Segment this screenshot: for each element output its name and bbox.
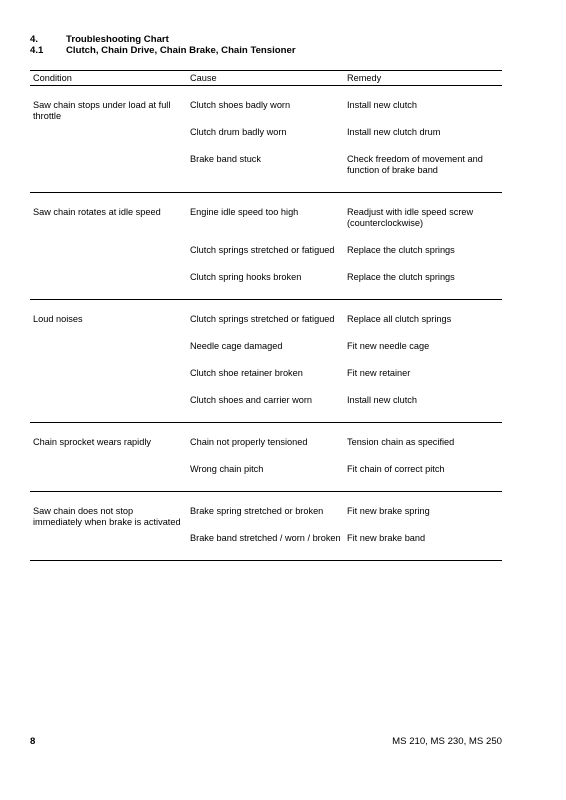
table-group bbox=[30, 423, 502, 492]
remedy-cell: Fit chain of correct pitch bbox=[347, 464, 445, 474]
header-remedy: Remedy bbox=[347, 72, 382, 83]
cause-cell: Brake band stuck bbox=[190, 154, 261, 164]
remedy-cell: Fit new brake band bbox=[347, 533, 426, 543]
table-row bbox=[187, 314, 502, 325]
cause-remedy-list bbox=[187, 207, 502, 299]
cause-cell: Clutch shoes and carrier worn bbox=[190, 395, 313, 405]
cause-cell: Needle cage damaged bbox=[190, 341, 283, 351]
remedy-cell: Check freedom of movement and function of brake band bbox=[347, 154, 483, 175]
condition-cell: Saw chain rotates at idle speed bbox=[33, 207, 161, 217]
cause-cell: Chain not properly tensioned bbox=[190, 437, 308, 447]
page-number: 8 bbox=[30, 736, 36, 747]
subsection-number: 4.1 bbox=[30, 45, 44, 56]
cause-remedy-list bbox=[187, 100, 502, 192]
table-header bbox=[30, 70, 502, 86]
subsection-heading bbox=[30, 45, 296, 56]
subsection-title: Clutch, Chain Drive, Chain Brake, Chain Tensioner bbox=[66, 45, 296, 56]
remedy-cell: Install new clutch bbox=[347, 395, 417, 405]
section-heading bbox=[30, 34, 169, 45]
table-row bbox=[187, 533, 502, 544]
table-row bbox=[187, 272, 502, 283]
table-row bbox=[187, 506, 502, 517]
table-row bbox=[187, 100, 502, 111]
cause-cell: Clutch shoe retainer broken bbox=[190, 368, 303, 378]
remedy-cell: Replace the clutch springs bbox=[347, 272, 455, 282]
cause-remedy-list bbox=[187, 314, 502, 422]
cause-cell: Clutch drum badly worn bbox=[190, 127, 287, 137]
cause-cell: Engine idle speed too high bbox=[190, 207, 299, 217]
remedy-cell: Replace the clutch springs bbox=[347, 245, 455, 255]
table-row bbox=[187, 154, 502, 176]
table-group bbox=[30, 300, 502, 423]
table-group bbox=[30, 86, 502, 193]
table-row bbox=[187, 368, 502, 379]
troubleshooting-table bbox=[30, 70, 502, 561]
condition-cell: Saw chain does not stop immediately when brake is activated bbox=[33, 506, 181, 527]
condition-cell: Chain sprocket wears rapidly bbox=[33, 437, 151, 447]
remedy-cell: Fit new needle cage bbox=[347, 341, 430, 351]
remedy-cell: Install new clutch bbox=[347, 100, 417, 110]
header-cause: Cause bbox=[190, 72, 217, 83]
section-title: Troubleshooting Chart bbox=[66, 34, 169, 45]
cause-remedy-list bbox=[187, 437, 502, 491]
cause-cell: Brake band stretched / worn / broken bbox=[190, 533, 341, 543]
cause-cell: Clutch springs stretched or fatigued bbox=[190, 245, 335, 255]
model-label: MS 210, MS 230, MS 250 bbox=[392, 736, 502, 747]
remedy-cell: Replace all clutch springs bbox=[347, 314, 452, 324]
remedy-cell: Tension chain as specified bbox=[347, 437, 455, 447]
table-row bbox=[187, 127, 502, 138]
cause-remedy-list bbox=[187, 506, 502, 560]
table-row bbox=[187, 464, 502, 475]
table-body bbox=[30, 86, 502, 561]
cause-cell: Clutch springs stretched or fatigued bbox=[190, 314, 335, 324]
table-row bbox=[187, 437, 502, 448]
cause-cell: Clutch shoes badly worn bbox=[190, 100, 291, 110]
table-row bbox=[187, 245, 502, 256]
remedy-cell: Install new clutch drum bbox=[347, 127, 441, 137]
condition-cell: Saw chain stops under load at full throttle bbox=[33, 100, 171, 121]
condition-cell: Loud noises bbox=[33, 314, 83, 324]
table-group bbox=[30, 193, 502, 300]
table-group bbox=[30, 492, 502, 561]
table-row bbox=[187, 207, 502, 229]
remedy-cell: Fit new brake spring bbox=[347, 506, 430, 516]
table-row bbox=[187, 395, 502, 406]
cause-cell: Clutch spring hooks broken bbox=[190, 272, 302, 282]
cause-cell: Wrong chain pitch bbox=[190, 464, 264, 474]
remedy-cell: Fit new retainer bbox=[347, 368, 411, 378]
table-row bbox=[187, 341, 502, 352]
header-condition: Condition bbox=[33, 72, 72, 83]
remedy-cell: Readjust with idle speed screw (counterclockwise) bbox=[347, 207, 474, 228]
cause-cell: Brake spring stretched or broken bbox=[190, 506, 324, 516]
section-number: 4. bbox=[30, 34, 39, 45]
